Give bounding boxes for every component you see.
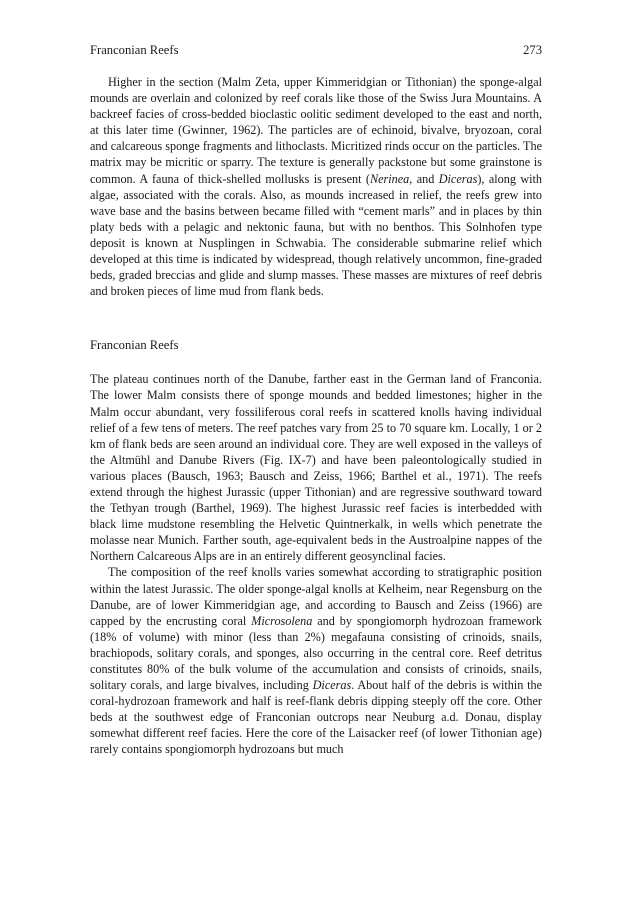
book-page xyxy=(90,42,542,758)
running-header-title: Franconian Reefs xyxy=(90,43,179,57)
page-number: 273 xyxy=(523,43,542,57)
paragraph-reef-composition xyxy=(90,564,542,757)
taxon-name: Microsolena xyxy=(251,613,313,628)
text-run: ), along with algae, associated with the corals. Also, as mounds increased in relief, the reefs grew into wave base and the basins between became filled with “cement marls” and in places by thin platy beds with a pelagic and nektonic fauna, but with no benthos. This Solnhofen type deposit is known at Nusplingen in Schwabia. The considerable submarine relief which developed at this time is indicated by widespread, though relatively uncommon, fine-graded beds, graded breccias and glide and slump masses. These masses are mixtures of reef debris and broken pieces of lime mud from flank beds. xyxy=(90,171,542,299)
text-run: and by spongiomorph hydrozoan framework (18% of volume) with minor (less than 2%) megafauna consisting of crinoids, snails, brachiopods, solitary corals, and sponges, also occurring in the central core. Reef detritus constitutes 80% of the bulk volume of the accumulation and consists of crinoids, snails, solitary corals, and large bivalves, including xyxy=(90,613,542,693)
paragraph-malm-zeta xyxy=(90,74,542,299)
taxon-name: Diceras xyxy=(438,171,478,186)
running-header xyxy=(90,42,542,58)
text-run: , and xyxy=(409,171,439,186)
taxon-name: Nerinea xyxy=(370,171,410,186)
section-heading: Franconian Reefs xyxy=(90,338,179,353)
text-run: Higher in the section (Malm Zeta, upper Kimmeridgian or Tithonian) the sponge-algal mounds are overlain and colonized by reef corals like those of the Swiss Jura Mountains. A backreef facies of cross-bedded bioclastic oolitic sediment developed to the east and north, at this later time (Gwinner, 1962). The particles are of echinoid, bivalve, bryozoan, coral and calcareous sponge fragments and lithoclasts. Micritized rinds occur on the particles. The matrix may be micritic or sparry. The texture is generally packstone but some grainstone is common. A fauna of thick-shelled mollusks is present ( xyxy=(90,75,542,186)
paragraph-plateau: The plateau continues north of the Danube, farther east in the German land of Franconia. The lower Malm consists there of sponge mounds and bedded limestones; higher in the Malm occur abundant, very fossiliferous coral reefs in scattered knolls having individual relief of a few tens of meters. The reef patches vary from 25 to 70 square km. Locally, 1 or 2 km of flank beds are seen around an individual core. They are well exposed in the valleys of the Altmühl and Danube Rivers (Fig. IX-7) and have been paleontologically studied in various places (Bausch, 1963; Bausch and Zeiss, 1966; Barthel et al., 1971). The reefs extend through the highest Jurassic (upper Tithonian) and are regressive southward toward the Tethyan trough (Barthel, 1969). The highest Jurassic reef facies is interbedded with black lime mudstone resembling the Helvetic Quintnerkalk, in wells which penetrate the molasse near Munich. Farther south, age-equivalent beds in the Austroalpine nappes of the Northern Calcareous Alps are in an entirely different geosynclinal facies. xyxy=(90,372,542,564)
text-run: The composition of the reef knolls varies somewhat according to stratigraphic position within the latest Jurassic. The older sponge-algal knolls at Kelheim, near Regensburg on the Danube, are of lower Kimmeridgian age, and according to Bausch and Zeiss (1966) are capped by the encrusting coral xyxy=(90,565,542,628)
text-run: . About half of the debris is within the coral-hydrozoan framework and half is reef-flank debris dipping steeply off the core. Other beds at the southwest edge of Franconian outcrops near Neuburg a.d. Donau, display somewhat different reef facies. Here the core of the Laisacker reef (of lower Tithonian age) rarely contains spongiomorph hydrozoans but much xyxy=(90,678,542,757)
taxon-name: Diceras xyxy=(312,678,352,693)
